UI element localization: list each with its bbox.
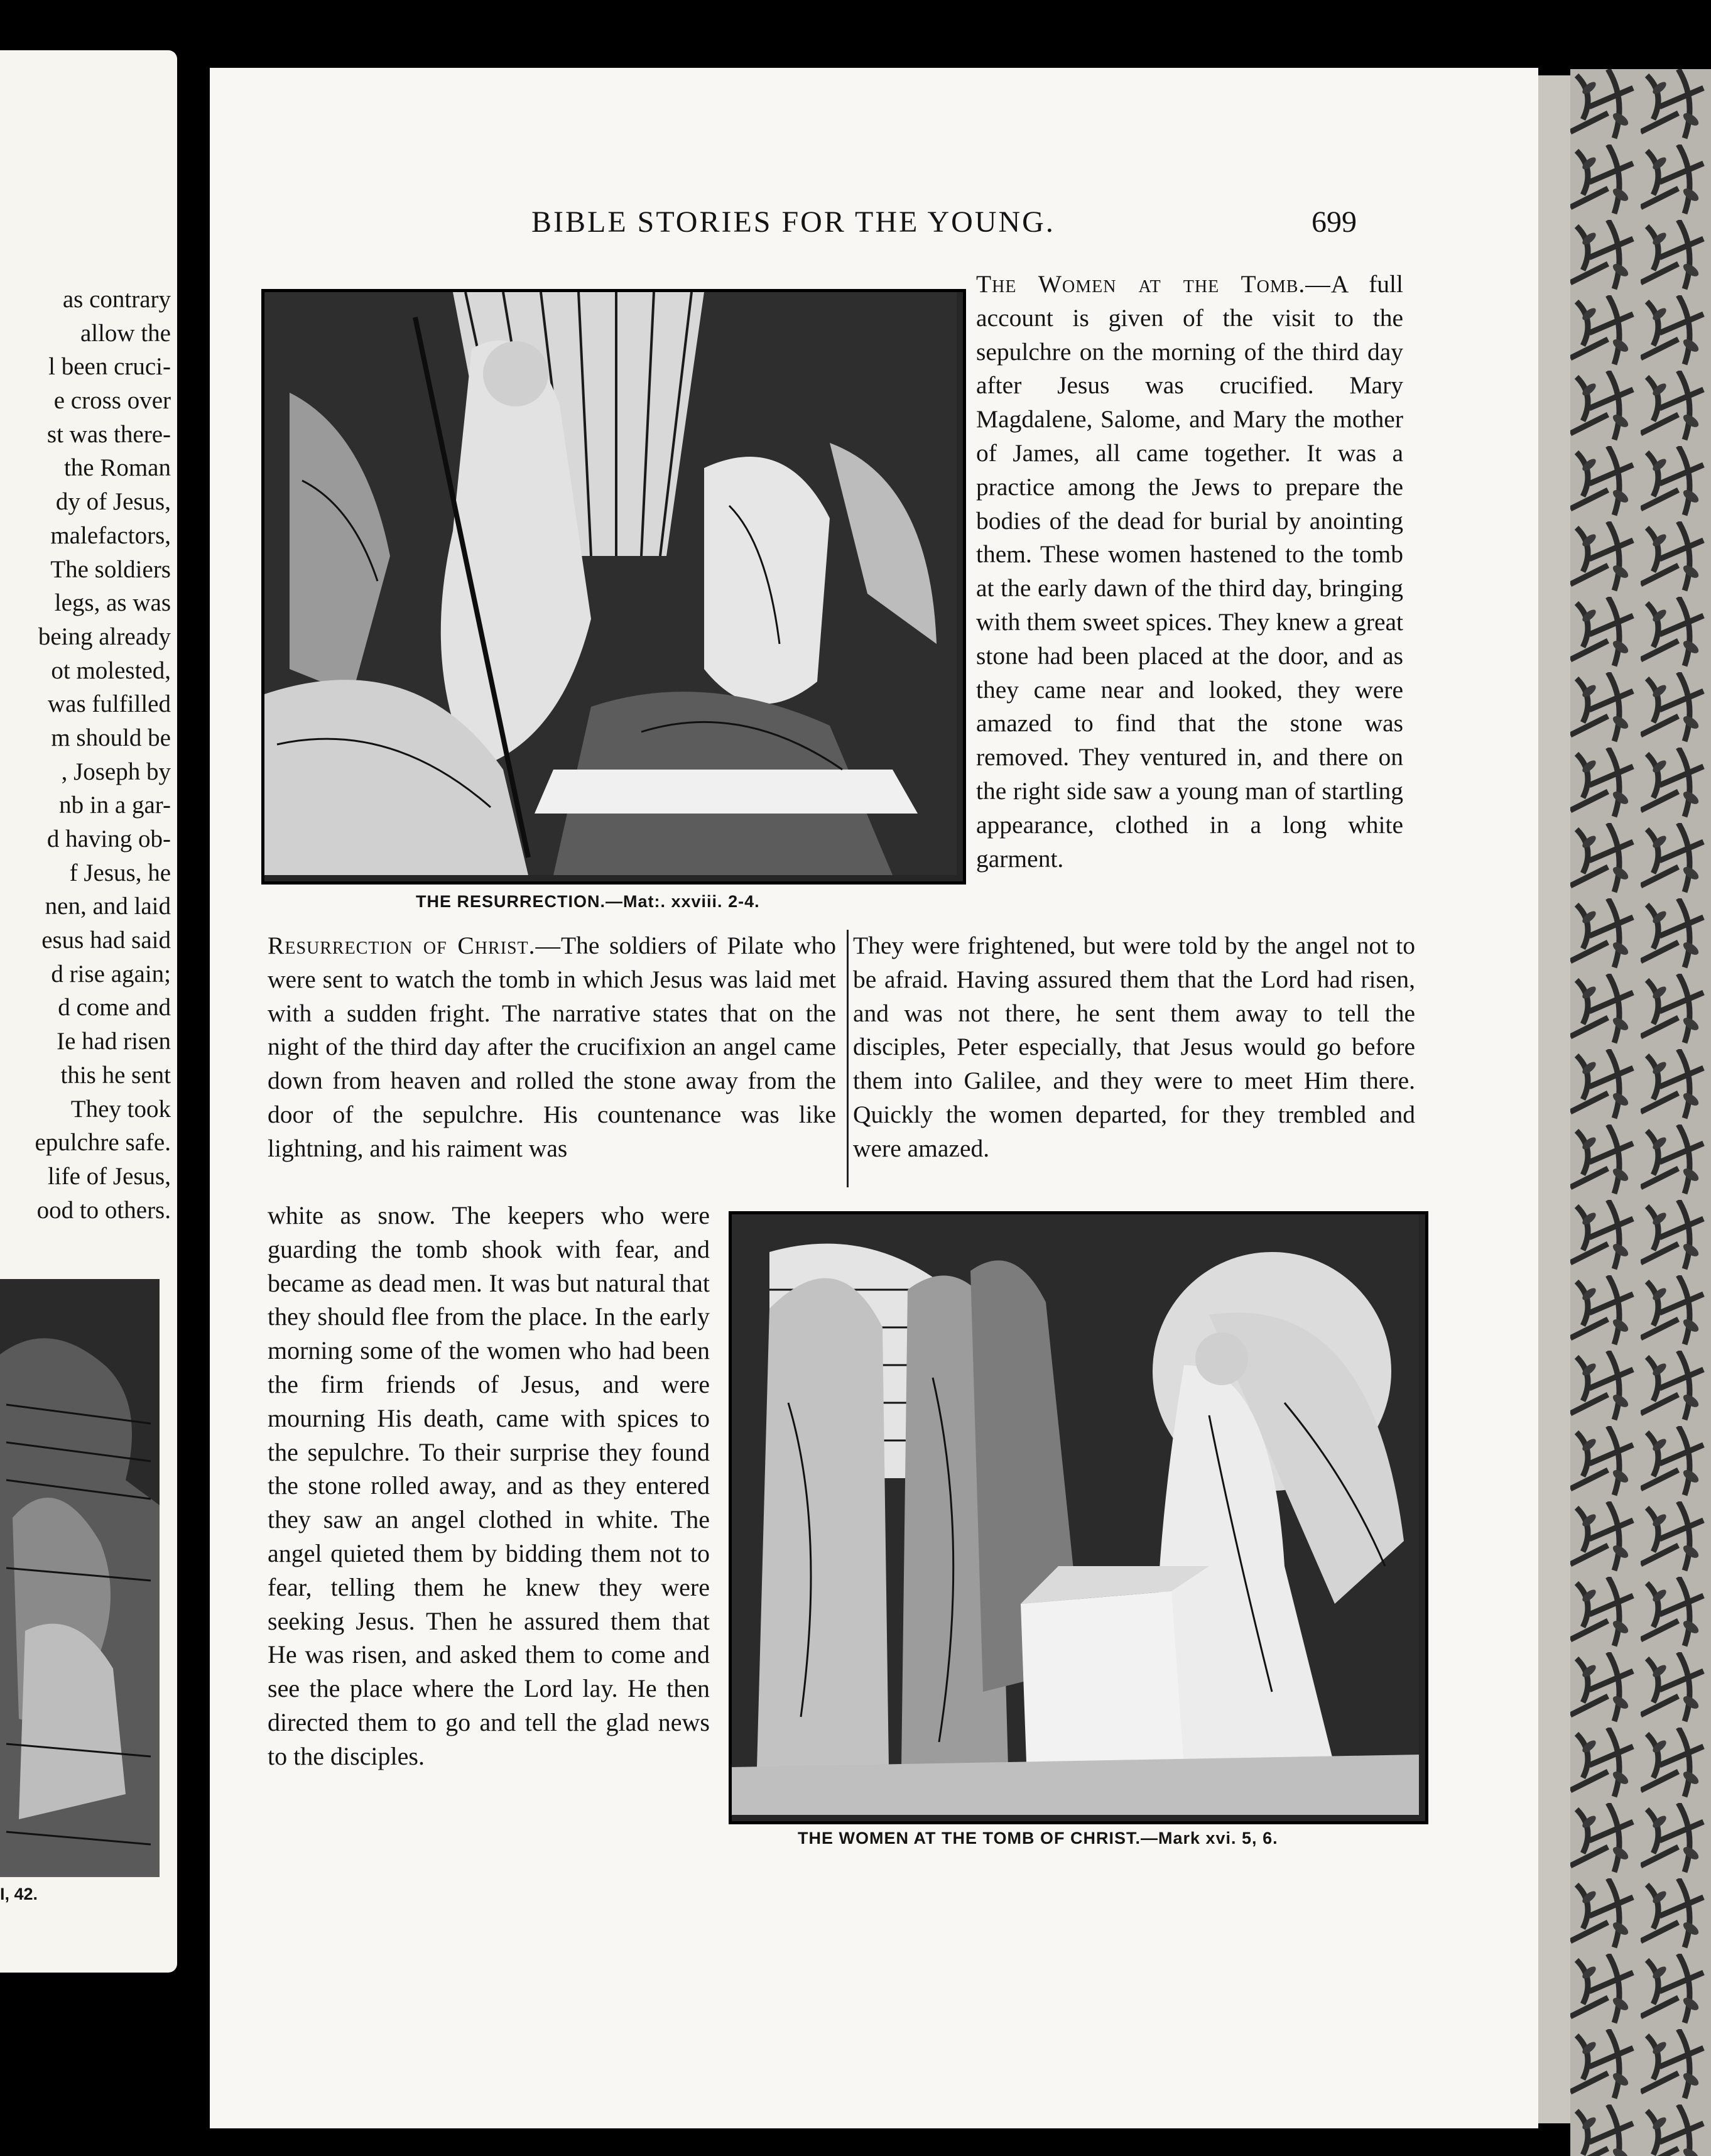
left-page-line: l been cruci- xyxy=(48,353,171,381)
left-page-line: Ie had risen xyxy=(57,1028,171,1055)
resurrection-text xyxy=(268,929,836,1166)
left-page-line: st was there- xyxy=(46,420,171,448)
left-page-illustration xyxy=(0,1279,160,1877)
resurrection-caption: THE RESURRECTION.—Mat:. xxviii. 2-4. xyxy=(416,892,760,911)
left-engraving-image xyxy=(0,1279,160,1877)
women-at-tomb-text-continued xyxy=(853,929,1415,1166)
left-page-line: d come and xyxy=(58,994,171,1021)
left-page-line: dy of Jesus, xyxy=(55,488,171,516)
resurrection-section-body-continued: white as snow. The keepers who were guarding the tomb shook with fear, and became as dead men. It was but natural that they should flee from the place. In the early morning some of the women who had been the firm friends of Jesus, and were mourning His death, came with spices to the sepulchre. To their surprise they found the stone rolled away, and as they entered they saw an angel clothed in white. The angel quieted them by bidding them not to fear, telling them he knew they were seeking Jesus. Then he assured them that He was risen, and asked them to come and see the place where the Lord lay. He then directed them to go and tell the glad news to the disciples. xyxy=(268,1201,710,1770)
left-page-text xyxy=(0,283,171,1227)
left-page-caption: I, 42. xyxy=(0,1885,38,1903)
women-section-heading: The Women at the Tomb.— xyxy=(976,270,1331,298)
left-page-line: e cross over xyxy=(53,387,171,415)
left-page-line: nb in a gar- xyxy=(59,792,171,819)
left-page-line: as contrary xyxy=(62,286,171,313)
resurrection-illustration xyxy=(261,289,966,885)
women-at-tomb-caption: THE WOMEN AT THE TOMB OF CHRIST.—Mark xvi. 5, 6. xyxy=(798,1829,1278,1848)
left-page-line: They took xyxy=(70,1095,171,1123)
left-page-line: epulchre safe. xyxy=(35,1129,171,1157)
left-page-line: legs, as was xyxy=(54,589,171,617)
left-page-line: esus had said xyxy=(41,927,171,954)
resurrection-text-continued xyxy=(268,1199,710,1773)
left-page-line: this he sent xyxy=(60,1061,171,1089)
left-page-line: d having ob- xyxy=(46,825,171,852)
women-section-body: A full account is given of the visit to the sepulchre on the morning of the third day after Jesus was crucified. Mary Magdalene, Salome, and Mary the mother of James, all came together. It was a practice among the Jews to prepare the bodies of the dead for burial by anointing them. These women hastened to the tomb at the early dawn of the third day, bringing with them sweet spices. They knew a great stone had been placed at the door, and as they came near and looked, they were amazed to find that the stone was removed. They ventured in, and there on the right side saw a young man of startling appearance, clothed in a long white garment. xyxy=(976,270,1403,873)
resurrection-section-body: The soldiers of Pilate who were sent to watch the tomb in which Jesus was laid met with a sudden fright. The narrative states that on the night of the third day after the crucifixion an angel came down from heaven and rolled the stone away from the door of the sepulchre. His countenance was like lightning, and his raiment was xyxy=(268,932,836,1162)
page-number: 699 xyxy=(1312,205,1357,239)
resurrection-section-heading: Resurrection of Christ.— xyxy=(268,932,562,959)
left-page-line: f Jesus, he xyxy=(69,859,171,886)
resurrection-engraving xyxy=(264,292,957,875)
left-page-line: ot molested, xyxy=(51,656,171,684)
women-at-tomb-engraving xyxy=(732,1214,1419,1815)
left-page-line: , Joseph by xyxy=(61,758,171,785)
left-page-line: malefactors, xyxy=(50,521,171,549)
leaf-pattern-image xyxy=(1570,69,1711,2156)
left-facing-page xyxy=(0,50,177,1973)
left-page-line: ood to others. xyxy=(36,1196,171,1224)
women-at-tomb-text xyxy=(976,268,1403,876)
column-rule xyxy=(847,930,849,1187)
left-page-line: life of Jesus, xyxy=(47,1162,171,1190)
women-section-body-continued: They were frightened, but were told by the angel not to be afraid. Having assured them that the Lord had risen, and was not there, he sent them away to tell the disciples, Peter especially, that Jesus would go before them into Galilee, and they were to meet Him there. Quickly the women departed, for they trembled and were amazed. xyxy=(853,932,1415,1162)
left-page-line: m should be xyxy=(51,724,171,751)
running-head: BIBLE STORIES FOR THE YOUNG. xyxy=(531,205,1055,239)
left-page-line: being already xyxy=(38,623,171,650)
left-page-line: d rise again; xyxy=(51,960,171,988)
left-page-line: allow the xyxy=(80,319,171,347)
left-page-line: the Roman xyxy=(63,454,171,482)
left-page-line: The soldiers xyxy=(50,555,171,583)
women-at-tomb-illustration xyxy=(729,1211,1428,1824)
left-page-line: nen, and laid xyxy=(45,893,171,920)
left-page-line: was fulfilled xyxy=(47,690,171,718)
decorative-border-pattern xyxy=(1570,69,1711,2156)
